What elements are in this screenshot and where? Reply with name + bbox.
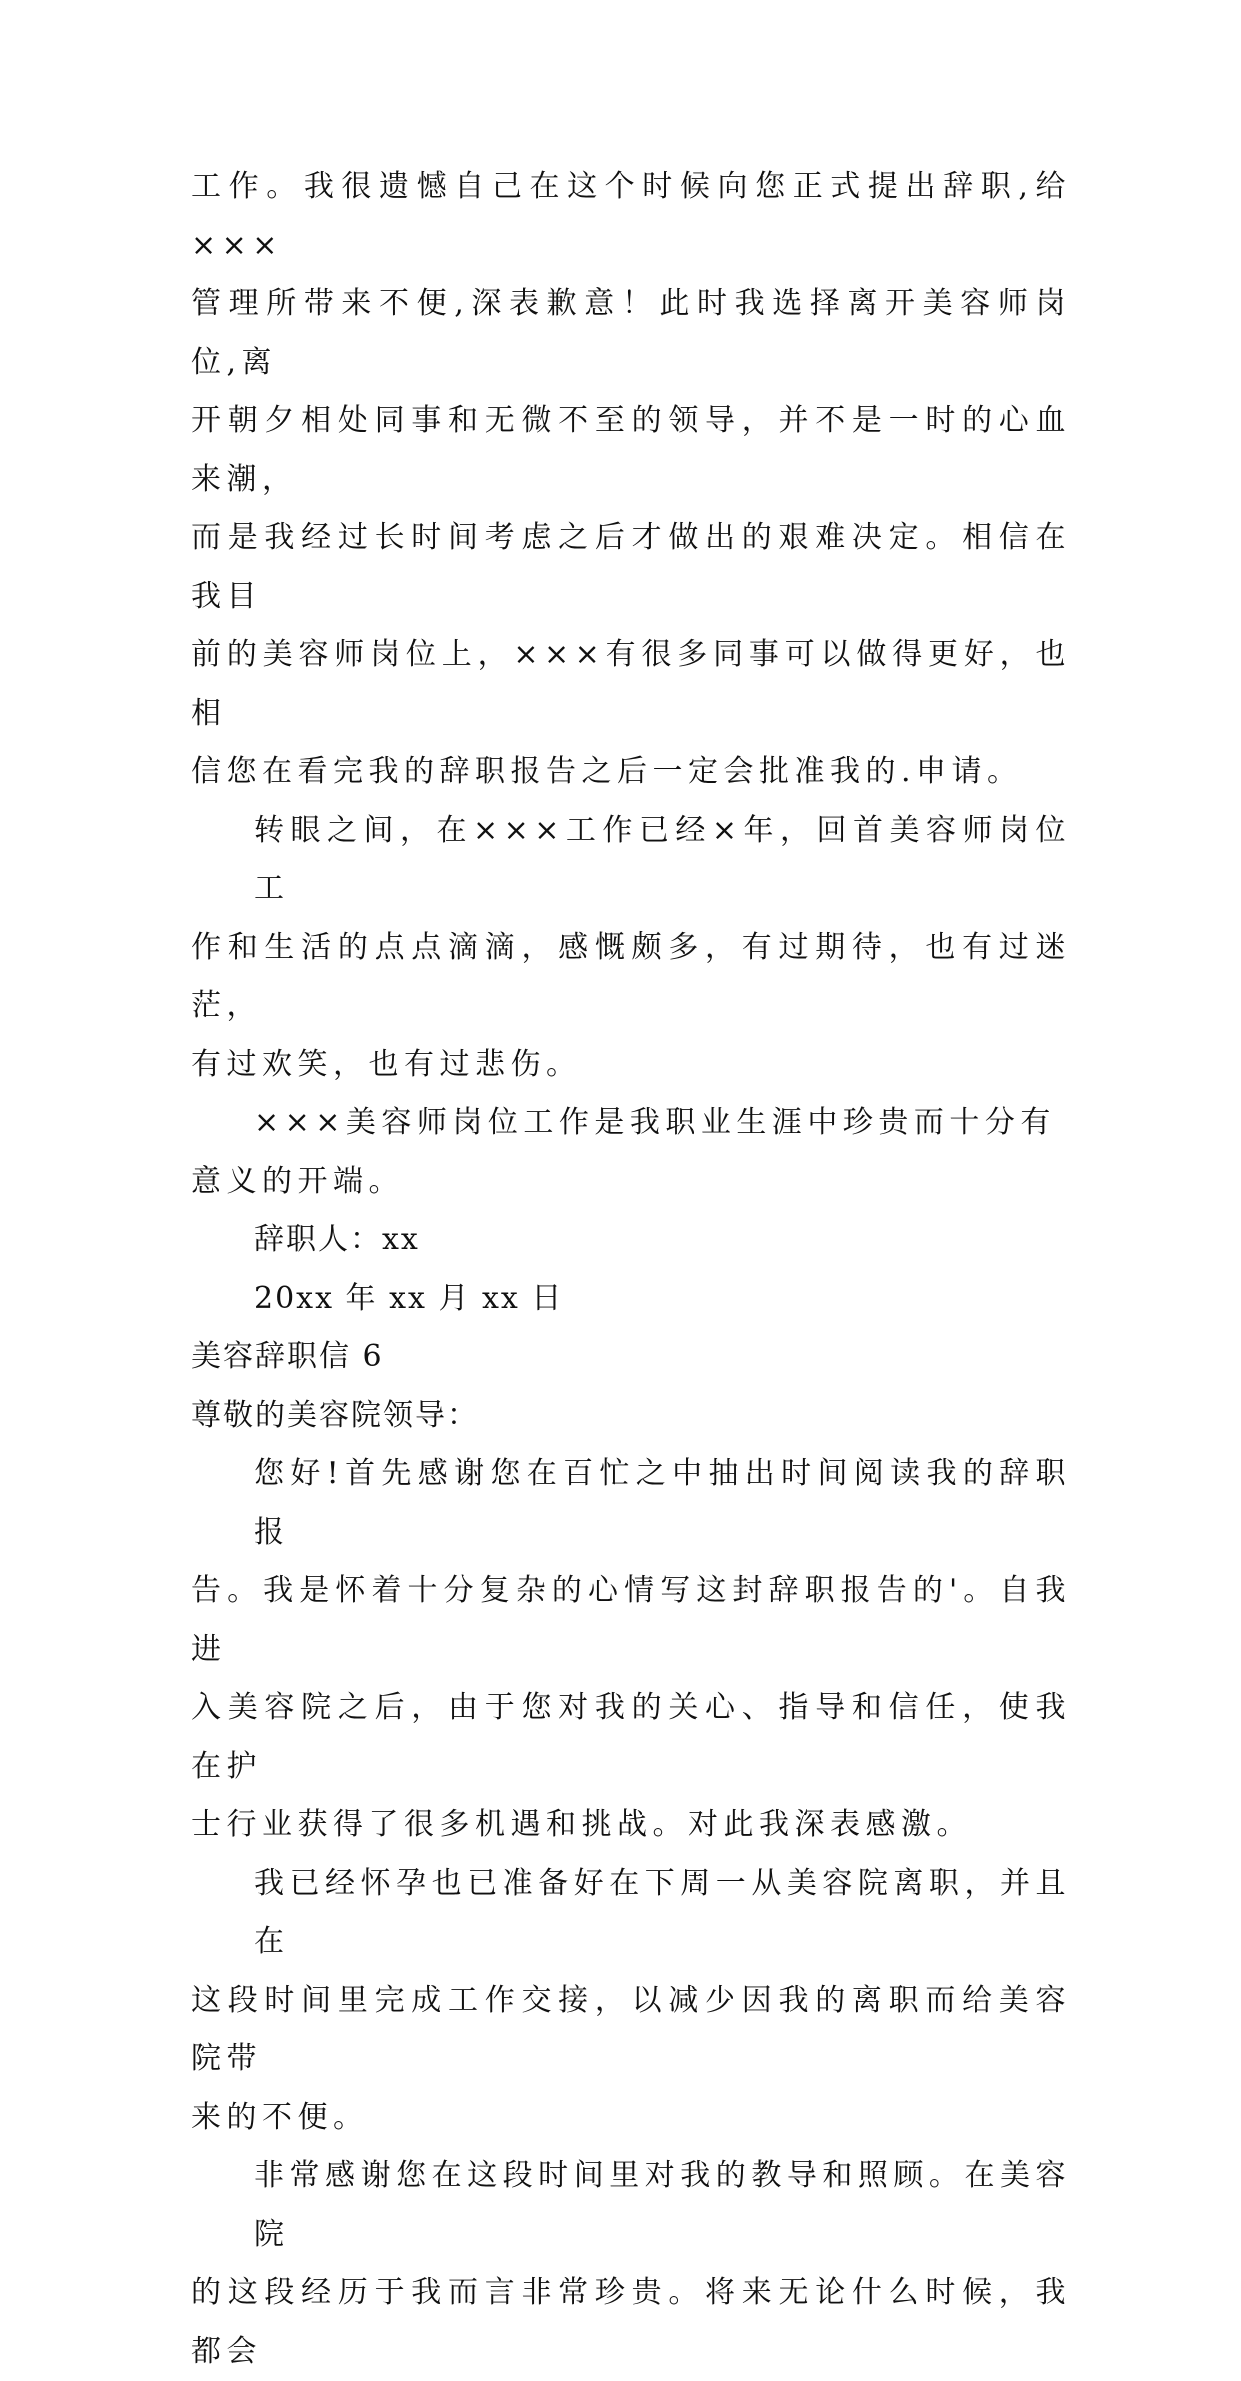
signer-line: 辞职人：xx [254, 1222, 420, 1257]
text-line: 您好!首先感谢您在百忙之中抽出时间阅读我的辞职报 [254, 1456, 1071, 1550]
paragraph-career [191, 1094, 1071, 1211]
text-line: 士行业获得了很多机遇和挑战。对此我深表感激。 [191, 1807, 972, 1842]
text-line: 的这段经历于我而言非常珍贵。将来无论什么时候，我都会 [191, 2275, 1071, 2369]
text-line: 这段时间里完成工作交接，以减少因我的离职而给美容院带 [191, 1982, 1071, 2076]
text-line: 管理所带来不便,深表歉意！此时我选择离开美容师岗位,离 [191, 286, 1071, 380]
text-line: 非常感谢您在这段时间里对我的教导和照顾。在美容院 [254, 2158, 1071, 2252]
salutation: 尊敬的美容院领导： [191, 1397, 479, 1433]
text-line: 工作。我很遗憾自己在这个时候向您正式提出辞职,给××× [191, 169, 1071, 263]
paragraph-continuation [191, 158, 1071, 802]
text-line: 有过欢笑，也有过悲伤。 [191, 1046, 582, 1082]
paragraph-reflection [191, 802, 1071, 1095]
text-line: 来的不便。 [191, 2099, 369, 2135]
text-line: 意义的开端。 [191, 1163, 404, 1199]
text-line: 转眼之间，在×××工作已经×年，回首美容师岗位工 [254, 812, 1071, 906]
text-line: 我已经怀孕也已准备好在下周一从美容院离职，并且在 [254, 1865, 1071, 1959]
text-line: 告。我是怀着十分复杂的心情写这封辞职报告的'。自我进 [191, 1573, 1071, 1667]
paragraph-greeting [191, 1445, 1071, 1855]
paragraph-notice [191, 1855, 1071, 2148]
date-line: 20xx 年 xx 月 xx 日 [254, 1280, 564, 1316]
text-line: 信您在看完我的辞职报告之后一定会批准我的.申请。 [191, 754, 1023, 789]
text-line: 开朝夕相处同事和无微不至的领导，并不是一时的心血来潮， [191, 403, 1071, 497]
text-line: 而是我经过长时间考虑之后才做出的艰难决定。相信在我目 [191, 520, 1071, 614]
text-line: 作和生活的点点滴滴，感慨颇多，有过期待，也有过迷茫， [191, 929, 1071, 1023]
paragraph-thanks [191, 2147, 1071, 2381]
text-line: 前的美容师岗位上，×××有很多同事可以做得更好，也相 [191, 637, 1071, 731]
letter-heading: 美容辞职信 6 [191, 1339, 384, 1374]
text-line: ×××美容师岗位工作是我职业生涯中珍贵而十分有 [254, 1105, 1056, 1140]
text-line: 入美容院之后，由于您对我的关心、指导和信任，使我在护 [191, 1690, 1071, 1784]
document-body [191, 158, 1071, 2381]
